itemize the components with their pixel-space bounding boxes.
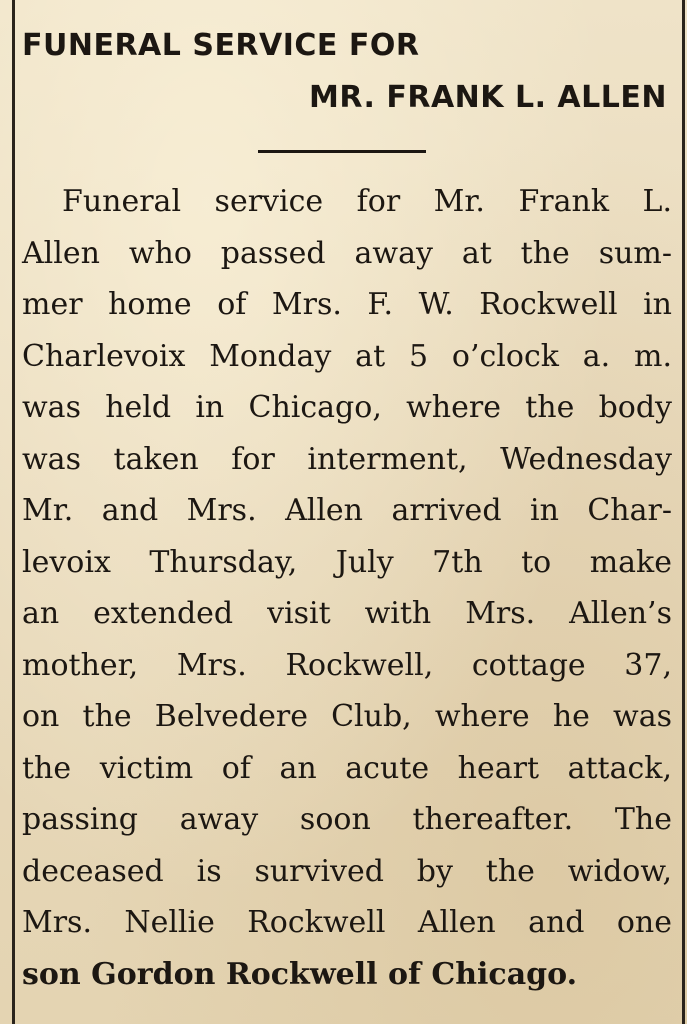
column-rule-right bbox=[682, 0, 685, 1024]
column-rule-left bbox=[12, 0, 15, 1024]
headline-line-1: FUNERAL SERVICE FOR bbox=[22, 28, 420, 63]
article-body bbox=[22, 180, 672, 1004]
article-line: son Gordon Rockwell of Chicago. bbox=[22, 956, 578, 992]
article-line: Allen who passed away at the sum- bbox=[22, 235, 672, 271]
article-line: on the Belvedere Club, where he was bbox=[22, 699, 672, 734]
article-line: Mrs. Nellie Rockwell Allen and one bbox=[22, 905, 672, 940]
article-line: was taken for interment, Wednesday bbox=[22, 441, 672, 477]
headline-line-2: MR. FRANK L. ALLEN bbox=[309, 80, 667, 115]
article-line: an extended visit with Mrs. Allen’s bbox=[22, 596, 672, 631]
article-line: the victim of an acute heart attack, bbox=[22, 750, 672, 786]
article-line: Mr. and Mrs. Allen arrived in Char- bbox=[22, 493, 672, 528]
headline-divider bbox=[258, 150, 426, 153]
article-line: mer home of Mrs. F. W. Rockwell in bbox=[22, 287, 672, 322]
article-line: Funeral service for Mr. Frank L. bbox=[62, 184, 672, 219]
article-line: passing away soon thereafter. The bbox=[22, 802, 672, 837]
article-line: levoix Thursday, July 7th to make bbox=[22, 544, 672, 580]
article-line: mother, Mrs. Rockwell, cottage 37, bbox=[22, 647, 672, 683]
article-line: Charlevoix Monday at 5 o’clock a. m. bbox=[22, 338, 672, 374]
article-line: was held in Chicago, where the body bbox=[22, 390, 672, 425]
article-line: deceased is survived by the widow, bbox=[22, 853, 672, 889]
